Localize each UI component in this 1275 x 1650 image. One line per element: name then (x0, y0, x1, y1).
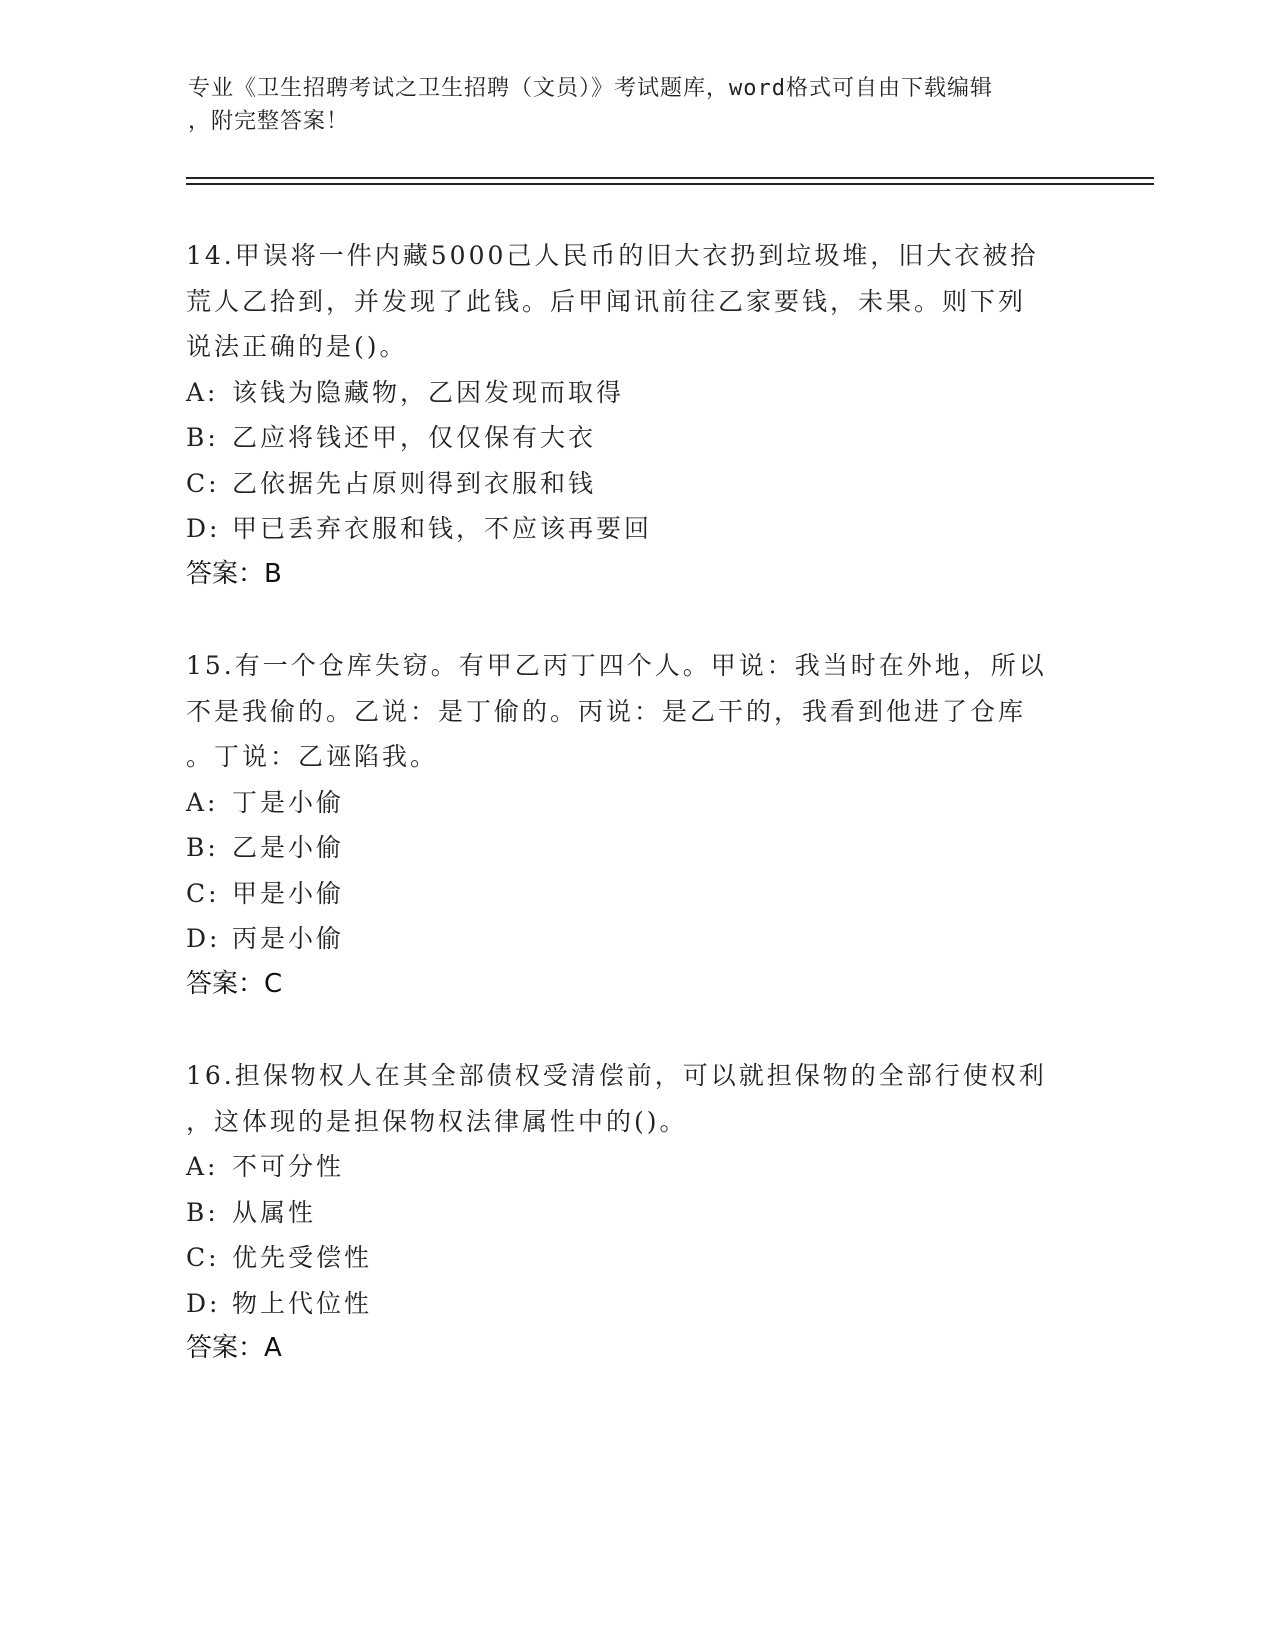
question-stem-line: 16.担保物权人在其全部债权受清偿前，可以就担保物的全部行使权利 (186, 1061, 1047, 1090)
header-line-1: 专业《卫生招聘考试之卫生招聘（文员）》考试题库，word格式可自由下载编辑 (188, 76, 993, 101)
option-letter: B: (186, 423, 219, 452)
question-stem-line: 不是我偷的。乙说：是丁偷的。丙说：是乙干的，我看到他进了仓库 (186, 696, 1027, 726)
question-stem-line: 14.甲误将一件内藏5000己人民币的旧大衣扔到垃圾堆，旧大衣被拾 (186, 241, 1039, 270)
answer-line: 答案：A (186, 1333, 282, 1363)
header-line-2: ，附完整答案！ (188, 109, 350, 134)
option-c (186, 1235, 1086, 1281)
answer-line: 答案：B (186, 558, 282, 589)
option-letter: C: (186, 468, 220, 498)
option-letter: C: (186, 1243, 220, 1272)
option-text: 丁是小偷 (232, 787, 345, 817)
option-a (186, 370, 1086, 416)
option-text: 甲已丢弃衣服和钱，不应该再要回 (232, 514, 653, 543)
question-14 (186, 233, 1086, 597)
option-text: 乙应将钱还甲，仅仅保有大衣 (232, 423, 597, 452)
option-text: 该钱为隐藏物，乙因发现而取得 (232, 377, 625, 407)
answer-line: 答案：C (186, 968, 283, 999)
option-b (186, 415, 1086, 461)
option-text: 乙依据先占原则得到衣服和钱 (232, 468, 597, 498)
option-letter: D: (186, 1288, 221, 1318)
option-a (186, 780, 1086, 826)
option-letter: D: (186, 514, 221, 543)
option-letter: B: (186, 833, 219, 862)
question-stem-line: 15.有一个仓库失窃。有甲乙丙丁四个人。甲说：我当时在外地，所以 (186, 651, 1047, 680)
option-text: 甲是小偷 (232, 878, 345, 908)
option-b (186, 825, 1086, 871)
option-text: 丙是小偷 (232, 924, 345, 953)
question-stem-line: 荒人乙拾到，并发现了此钱。后甲闻讯前往乙家要钱，未果。则下列 (186, 286, 1027, 316)
question-stem-line: 。丁说：乙诬陷我。 (186, 742, 439, 771)
option-text: 不可分性 (232, 1152, 345, 1181)
question-16 (186, 1053, 1086, 1372)
option-text: 乙是小偷 (232, 833, 345, 862)
option-d (186, 506, 1086, 552)
option-a (186, 1144, 1086, 1190)
option-b (186, 1190, 1086, 1236)
header-divider-bottom (186, 183, 1154, 185)
option-c (186, 461, 1086, 507)
option-letter: B: (186, 1197, 219, 1227)
option-letter: D: (186, 924, 221, 953)
option-letter: C: (186, 878, 220, 908)
option-text: 物上代位性 (232, 1288, 373, 1318)
option-c (186, 871, 1086, 917)
option-d (186, 916, 1086, 962)
option-letter: A: (186, 1152, 219, 1181)
question-15 (186, 643, 1086, 1007)
option-d (186, 1281, 1086, 1327)
option-letter: A: (186, 377, 219, 407)
document-header (188, 72, 1068, 138)
option-text: 优先受偿性 (232, 1243, 373, 1272)
option-text: 从属性 (232, 1197, 317, 1227)
question-stem-line: ，这体现的是担保物权法律属性中的()。 (186, 1106, 688, 1136)
question-stem-line: 说法正确的是()。 (186, 332, 408, 361)
header-divider-top (186, 177, 1154, 179)
option-letter: A: (186, 787, 219, 817)
